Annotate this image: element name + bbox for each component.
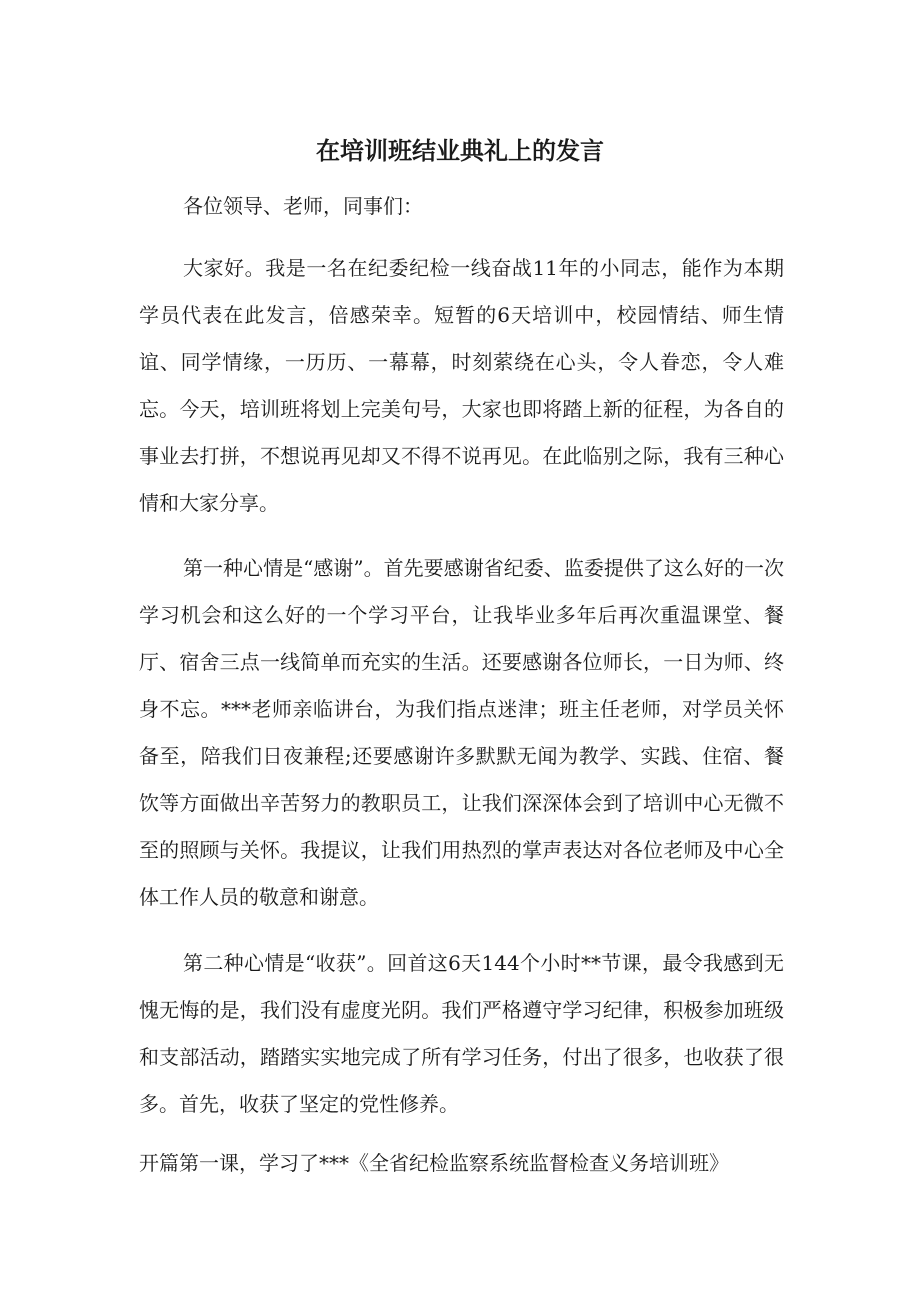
- paragraph-harvest: 第二种心情是“收获”。回首这6天144个小时**节课，最令我感到无愧无悔的是，我们没有虚度光阴。我们严格遵守学习纪律，积极参加班级和支部活动，踏踏实实地完成了所有学习任务，付出了很多，也收获了很多。首先，收获了坚定的党性修养。: [139, 951, 784, 1116]
- document-title: 在培训班结业典礼上的发言: [316, 137, 604, 165]
- paragraph-gratitude: 第一种心情是“感谢”。首先要感谢省纪委、监委提供了这么好的一次学习机会和这么好的一个学习平台，让我毕业多年后再次重温课堂、餐厅、宿舍三点一线简单而充实的生活。还要感谢各位师长，一日为师、终身不忘。***老师亲临讲台，为我们指点迷津；班主任老师，对学员关怀备至，陪我们日夜兼程;还要感谢许多默默无闻为教学、实践、住宿、餐饮等方面做出辛苦努力的教职员工，让我们深深体会到了培训中心无微不至的照顾与关怀。我提议，让我们用热烈的掌声表达对各位老师及中心全体工作人员的敬意和谢意。: [139, 556, 784, 909]
- paragraph-greeting: 大家好。我是一名在纪委纪检一线奋战11年的小同志，能作为本期学员代表在此发言，倍感荣幸。短暂的6天培训中，校园情结、师生情谊、同学情缘，一历历、一幕幕，时刻萦绕在心头，令人眷恋，令人难忘。今天，培训班将划上完美句号，大家也即将踏上新的征程，为各自的事业去打拼，不想说再见却又不得不说再见。在此临别之际，我有三种心情和大家分享。: [139, 256, 784, 515]
- salutation: 各位领导、老师，同事们：: [183, 194, 423, 218]
- paragraph-first-lesson: 开篇第一课，学习了***《全省纪检监察系统监督检查义务培训班》: [139, 1151, 729, 1175]
